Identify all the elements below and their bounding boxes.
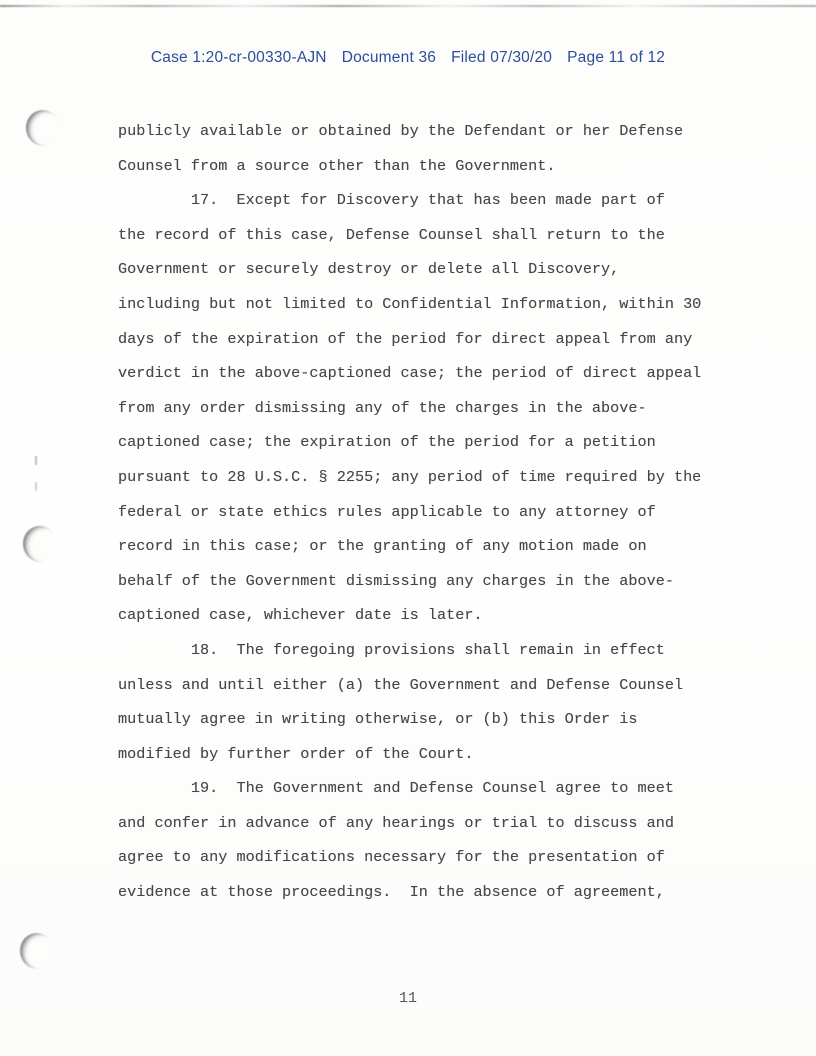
document-line: Counsel from a source other than the Government. [118,156,556,175]
document-line: behalf of the Government dismissing any charges in the above- [118,571,674,590]
document-line: publicly available or obtained by the Defendant or her Defense [118,122,684,140]
document-line: days of the expiration of the period for direct appeal from any [118,329,693,348]
case-number: Case 1:20-cr-00330-AJN [150,49,327,66]
document-line: federal or state ethics rules applicable to any attorney of [118,502,656,521]
document-line: agree to any modifications necessary for the presentation of [118,848,665,867]
case-caption-header [0,49,816,67]
filed-date: Filed 07/30/20 [451,49,553,66]
document-line: modified by further order of the Court. [118,744,474,763]
document-line: verdict in the above-captioned case; the period of direct appeal [118,364,702,383]
document-number: Document 36 [341,49,437,66]
page-number: 11 [398,990,417,1007]
document-body [118,114,701,910]
document-line: the record of this case, Defense Counsel shall return to the [118,225,665,244]
document-line: Government or securely destroy or delete all Discovery, [118,260,620,279]
document-line: record in this case; or the granting of any motion made on [118,537,647,556]
document-line: captioned case; the expiration of the period for a petition [118,433,656,452]
hole-punch-mark [18,931,57,971]
scan-edge-artifact [0,5,816,7]
document-line: captioned case, whichever date is later. [118,606,483,625]
scan-tick-artifact [35,482,37,491]
document-line: 18. The foregoing provisions shall remain in effect [118,640,665,659]
scan-tick-artifact [35,456,37,465]
document-line: 19. The Government and Defense Counsel agree to meet [118,779,674,798]
document-line: from any order dismissing any of the charges in the above- [118,398,647,417]
hole-punch-mark [21,524,60,564]
hole-punch-mark [24,108,63,148]
document-line: mutually agree in writing otherwise, or (b) this Order is [118,710,638,729]
document-line: including but not limited to Confidential Information, within 30 [118,294,702,313]
document-line: pursuant to 28 U.S.C. § 2255; any period of time required by the [118,467,702,486]
document-line: unless and until either (a) the Government and Defense Counsel [118,675,684,694]
document-line: and confer in advance of any hearings or trial to discuss and [118,813,674,832]
page-indicator: Page 11 of 12 [567,49,666,66]
document-line: 17. Except for Discovery that has been made part of [118,191,665,210]
document-line: evidence at those proceedings. In the absence of agreement, [118,883,665,902]
